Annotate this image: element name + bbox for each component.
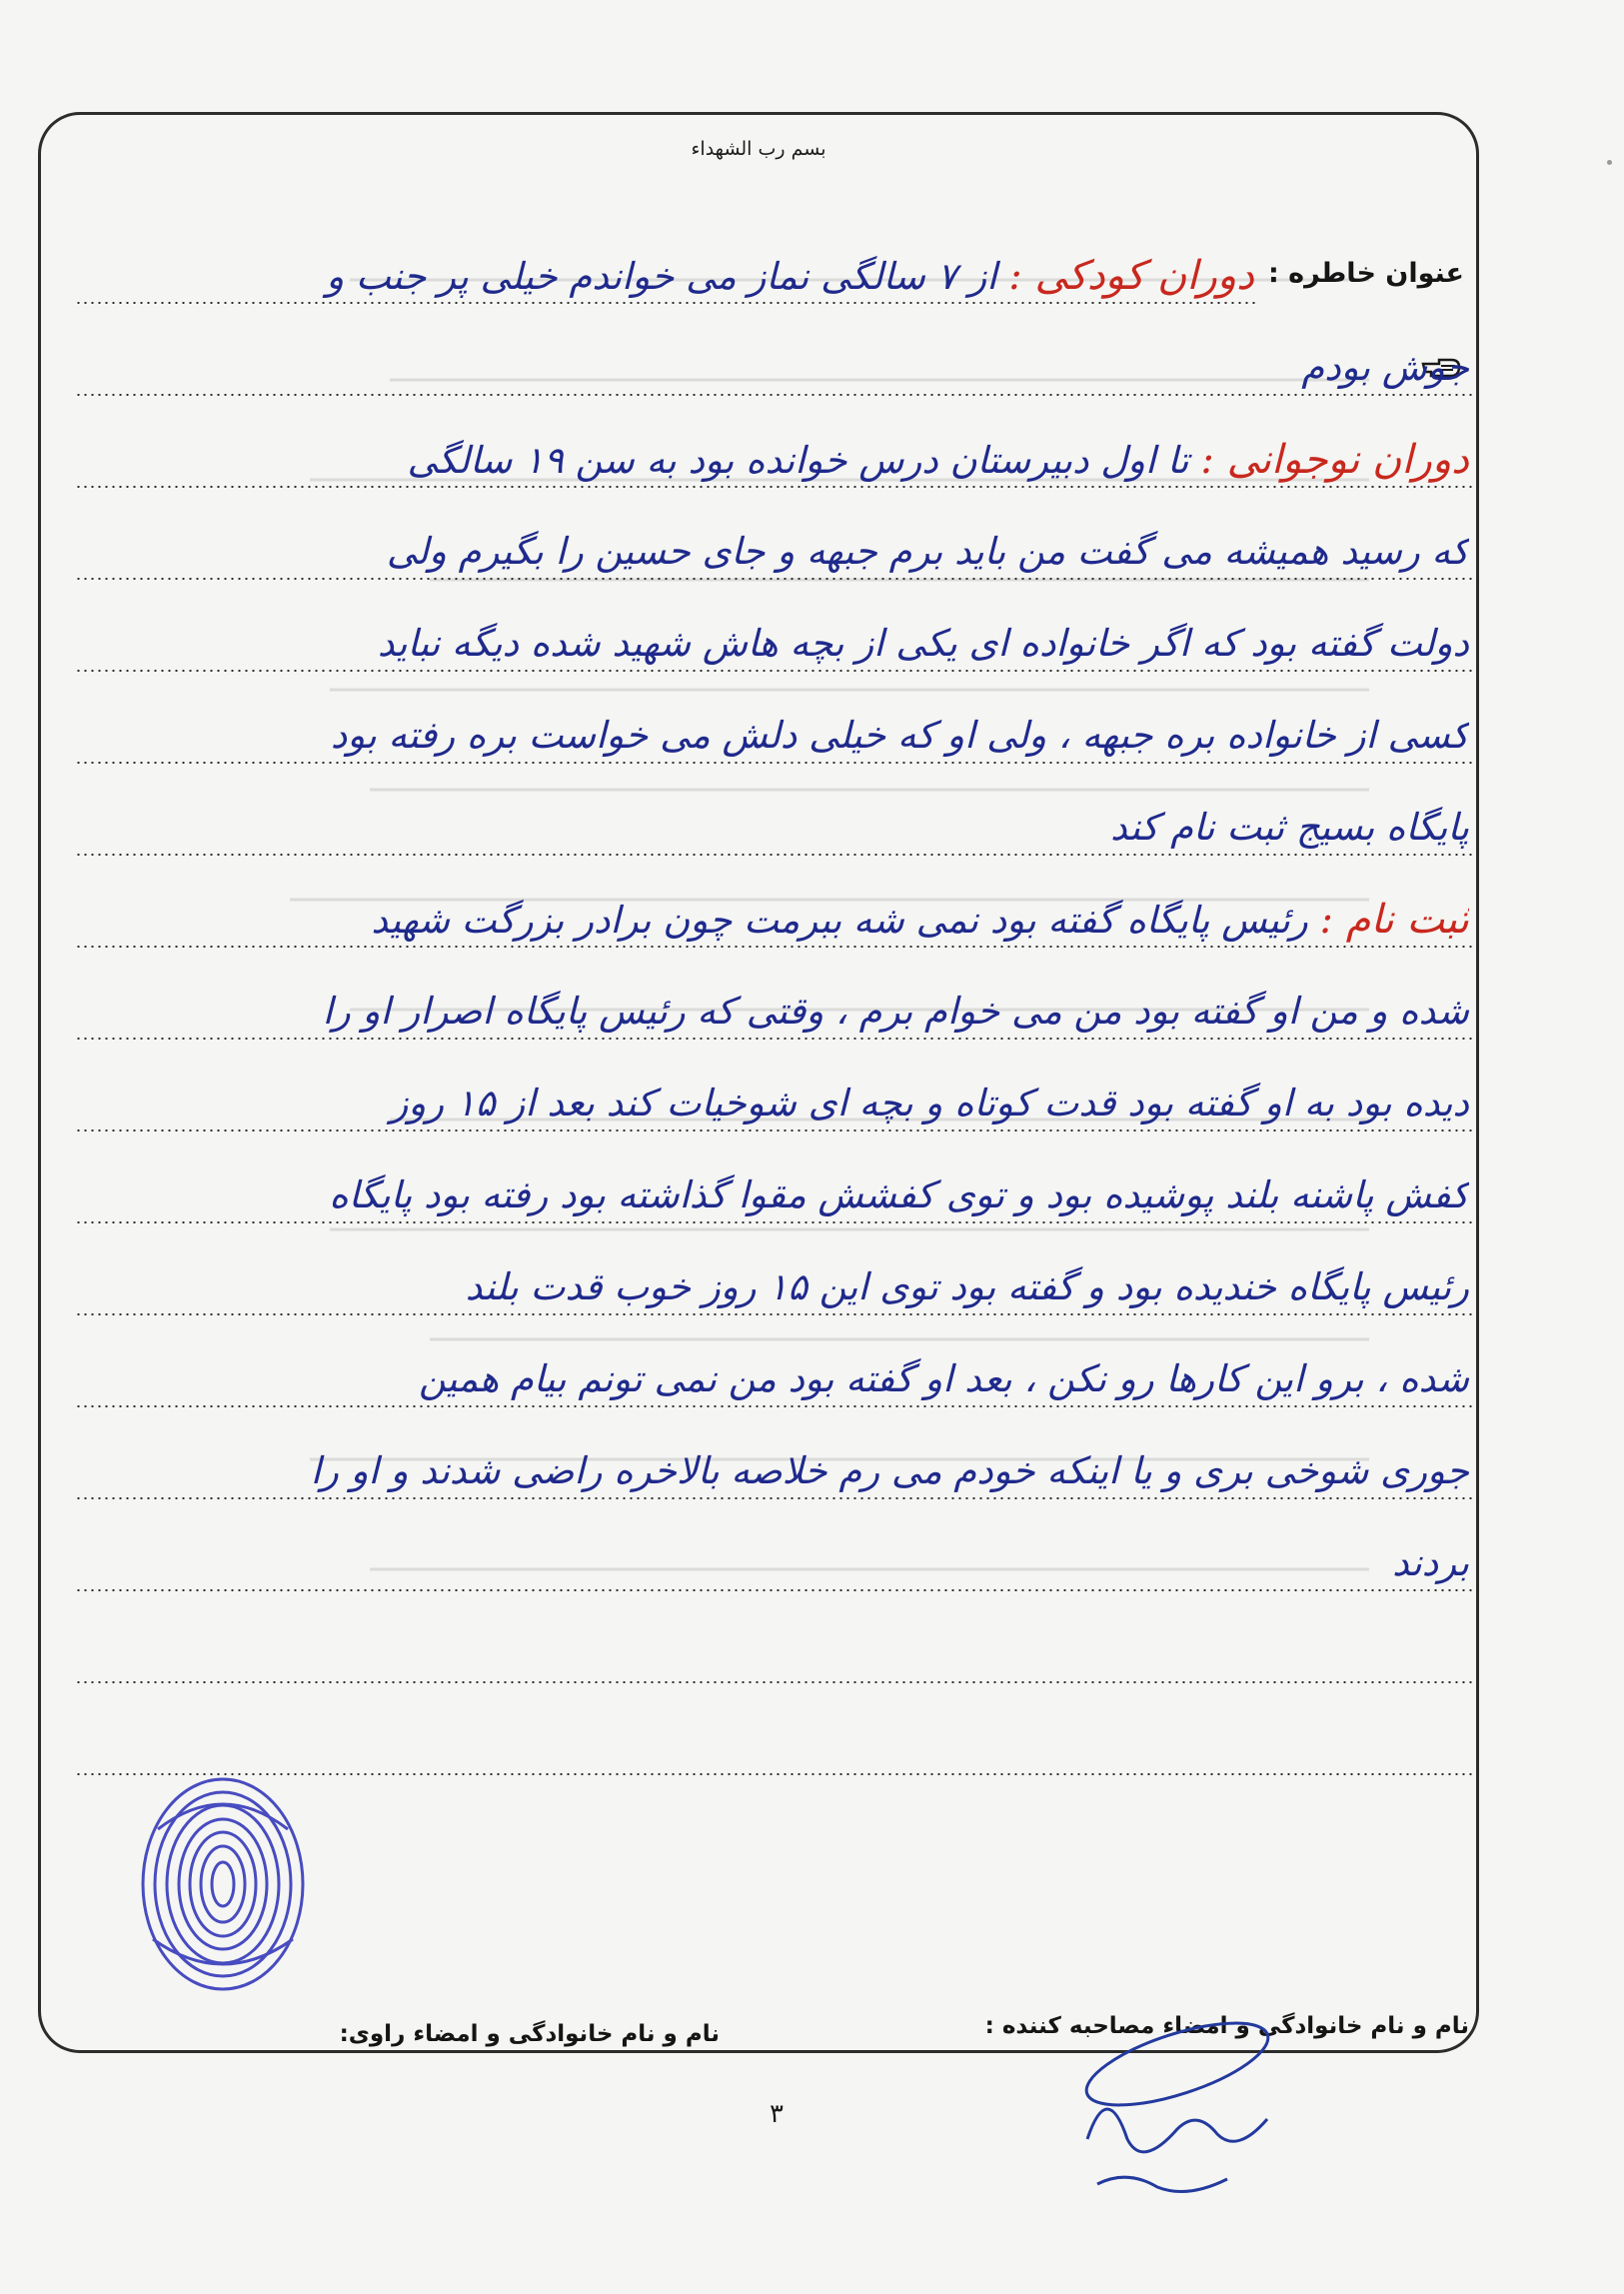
handwritten-text: شده ، برو این کارها رو نکن ، بعد او گفته بود من نمی تونم بیام همین: [418, 1357, 1469, 1400]
signature-icon: [1067, 2019, 1287, 2219]
page-number: ۳: [770, 2099, 784, 2129]
ruled-line: [75, 1038, 1474, 1040]
ruled-line: [75, 394, 1474, 396]
ruled-line: [75, 670, 1474, 672]
ruled-line: [75, 1130, 1474, 1132]
ruled-line: [75, 1313, 1474, 1315]
section-heading: دوران نوجوانی :: [1200, 438, 1469, 483]
handwritten-line: [85, 1082, 1469, 1126]
handwritten-line: [85, 1173, 1469, 1217]
handwritten-line: [85, 898, 1469, 943]
memory-title-label: عنوان خاطره :: [1267, 258, 1464, 289]
handwritten-text: جوری شوخی بری و یا اینکه خودم می رم خلاصه بالاخره راضی شدند و او را: [310, 1449, 1469, 1492]
ruled-line: [75, 762, 1474, 764]
ruled-line: [75, 1497, 1474, 1499]
ruled-line: [75, 1589, 1474, 1591]
handwritten-text: رئیس پایگاه خندیده بود و گفته بود توی این ۱۵ روز خوب قدت بلند: [465, 1265, 1469, 1308]
handwritten-text: جوش بودم: [1301, 346, 1469, 389]
handwritten-line: [85, 714, 1469, 758]
ruled-line: [75, 1405, 1474, 1407]
handwritten-text: دیده بود به او گفته بود قدت کوتاه و بچه ای شوخیات کند بعد از ۱۵ روز: [390, 1082, 1469, 1125]
page-header-title: بسم رب الشهداء: [691, 138, 826, 160]
handwritten-text: پایگاه بسیج ثبت نام کند: [1110, 806, 1469, 849]
handwritten-line: [85, 1265, 1469, 1309]
handwritten-text: دولت گفته بود که اگر خانواده ای یکی از بچه هاش شهید شده دیگه نباید: [377, 622, 1469, 665]
handwritten-line: [85, 346, 1469, 390]
ruled-line: [75, 946, 1474, 948]
narrator-signature-label: نام و نام خانوادگی و امضاء راوی:: [339, 2021, 720, 2047]
section-heading: دوران کودکی :: [1008, 254, 1254, 299]
handwritten-text: شده و من او گفته بود من می خوام برم ، وقتی که رئیس پایگاه اصرار او را: [322, 990, 1469, 1033]
ruled-line: [75, 302, 1259, 304]
fingerprint-icon: [128, 1769, 318, 1999]
interviewer-signature-label: نام و نام خانوادگی و امضاء مصاحبه کننده :: [984, 2013, 1469, 2039]
handwritten-line: [85, 990, 1469, 1034]
section-heading: ثبت نام :: [1319, 898, 1469, 943]
handwritten-text: که رسید همیشه می گفت من باید برم جبهه و جای حسین را بگیرم ولی: [386, 530, 1469, 573]
handwritten-text: از ۷ سالگی نماز می خواندم خیلی پر جنب و: [326, 255, 997, 298]
handwritten-line: [85, 1357, 1469, 1401]
ruled-line: [75, 1681, 1474, 1683]
handwritten-line: [85, 806, 1469, 850]
handwritten-line: [85, 530, 1469, 574]
handwritten-line: [85, 1541, 1469, 1585]
ruled-line: [75, 1221, 1474, 1223]
ruled-line: [75, 578, 1474, 580]
handwritten-text: بردند: [1392, 1541, 1469, 1584]
ruled-line: [75, 854, 1474, 856]
ruled-line: [75, 486, 1474, 488]
scan-artifact: [1607, 160, 1612, 165]
handwritten-text: کسی از خانواده بره جبهه ، ولی او که خیلی دلش می خواست بره رفته بود: [330, 714, 1469, 757]
handwritten-text: کفش پاشنه بلند پوشیده بود و توی کفشش مقوا گذاشته بود رفته بود پایگاه: [329, 1173, 1469, 1216]
handwritten-line: [85, 438, 1469, 483]
handwritten-line: [85, 622, 1469, 666]
handwritten-text: رئیس پایگاه گفته بود نمی شه ببرمت چون برادر بزرگت شهید: [371, 899, 1308, 942]
handwritten-line: [85, 1449, 1469, 1493]
handwritten-line: [85, 254, 1254, 299]
handwritten-text: تا اول دبیرستان درس خوانده بود به سن ۱۹ سالگی: [407, 439, 1189, 482]
